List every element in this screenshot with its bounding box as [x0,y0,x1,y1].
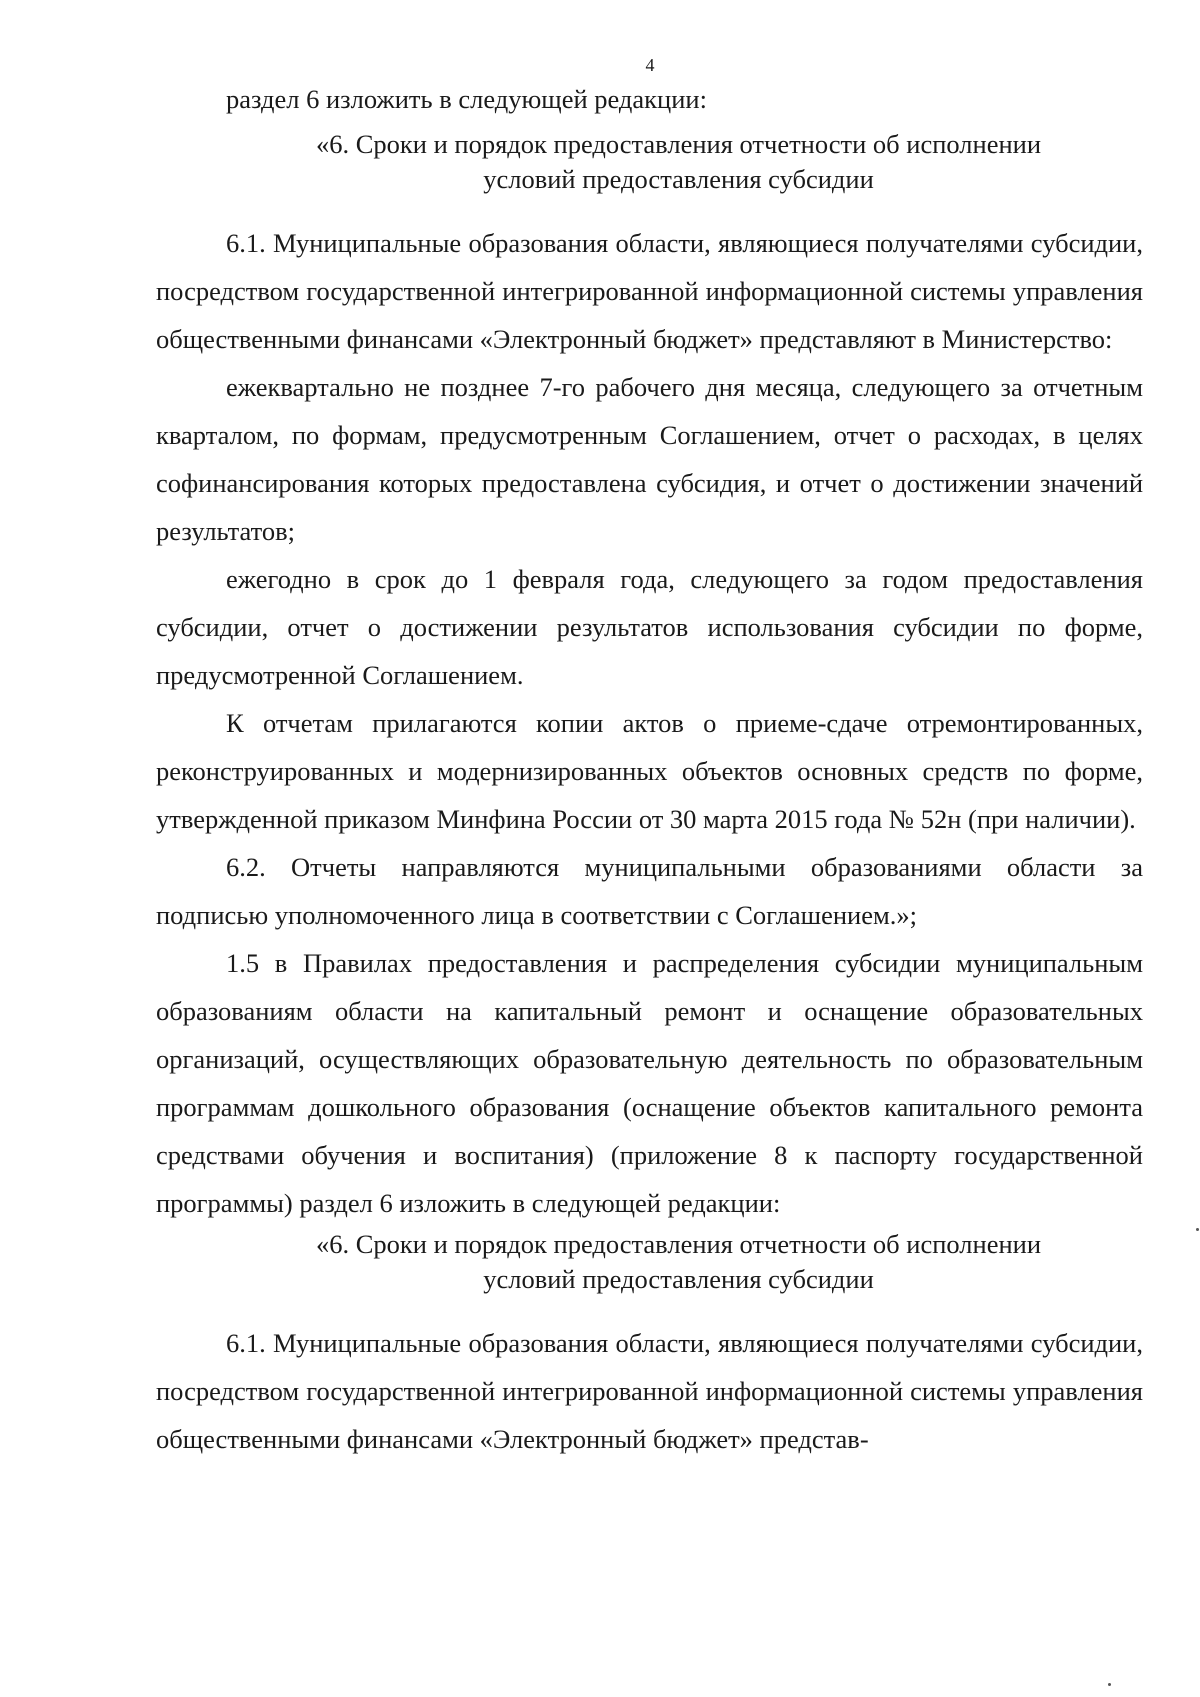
section-heading-repeat-line-1: «6. Сроки и порядок предоставления отчетности об исполнении [316,1229,1041,1259]
paragraph-annual: ежегодно в срок до 1 февраля года, следующего за годом предоставления субсидии, отчет о достижении результатов использования субсидии по форме, предусмотренной Соглашением. [156,564,1143,690]
page-number: 4 [645,55,655,75]
paragraph-intro: раздел 6 изложить в следующей редакции: [226,84,707,114]
document-body [156,75,1143,1463]
scan-speck [1108,1683,1111,1686]
section-heading-repeat-line-2: условий предоставления субсидии [483,1264,874,1294]
section-heading-line-2: условий предоставления субсидии [483,164,874,194]
paragraph-6-1-repeat: 6.1. Муниципальные образования области, являющиеся получателями субсидии, посредством государственной интегрированной информационной системы управления общественными финансами «Электронный бюджет» представ- [156,1328,1143,1454]
paragraph-6-1: 6.1. Муниципальные образования области, являющиеся получателями субсидии, посредством государственной интегрированной информационной системы управления общественными финансами «Электронный бюджет» представляют в Министерство: [156,228,1143,354]
section-heading-repeat [156,1227,1143,1297]
section-heading [156,127,1143,197]
paragraph-attachments: К отчетам прилагаются копии актов о приеме-сдаче отремонтированных, реконструированных и модернизированных объектов основных средств по форме, утвержденной приказом Минфина России от 30 марта 2015 года № 52н (при наличии). [156,708,1143,834]
paragraph-1-5: 1.5 в Правилах предоставления и распределения субсидии муниципальным образованиям области на капитальный ремонт и оснащение образовательных организаций, осуществляющих образовательную деятельность по образовательным программам дошкольного образования (оснащение объектов капитального ремонта средствами обучения и воспитания) (приложение 8 к паспорту государственной программы) раздел 6 изложить в следующей редакции: [156,948,1143,1218]
scan-speck [1196,1228,1199,1231]
paragraph-6-2: 6.2. Отчеты направляются муниципальными образованиями области за подписью уполномоченного лица в соответствии с Соглашением.»; [156,852,1143,930]
section-heading-line-1: «6. Сроки и порядок предоставления отчетности об исполнении [316,129,1041,159]
paragraph-quarterly: ежеквартально не позднее 7-го рабочего дня месяца, следующего за отчетным кварталом, по формам, предусмотренным Соглашением, отчет о расходах, в целях софинансирования которых предоставлена субсидия, и отчет о достижении значений результатов; [156,372,1143,546]
